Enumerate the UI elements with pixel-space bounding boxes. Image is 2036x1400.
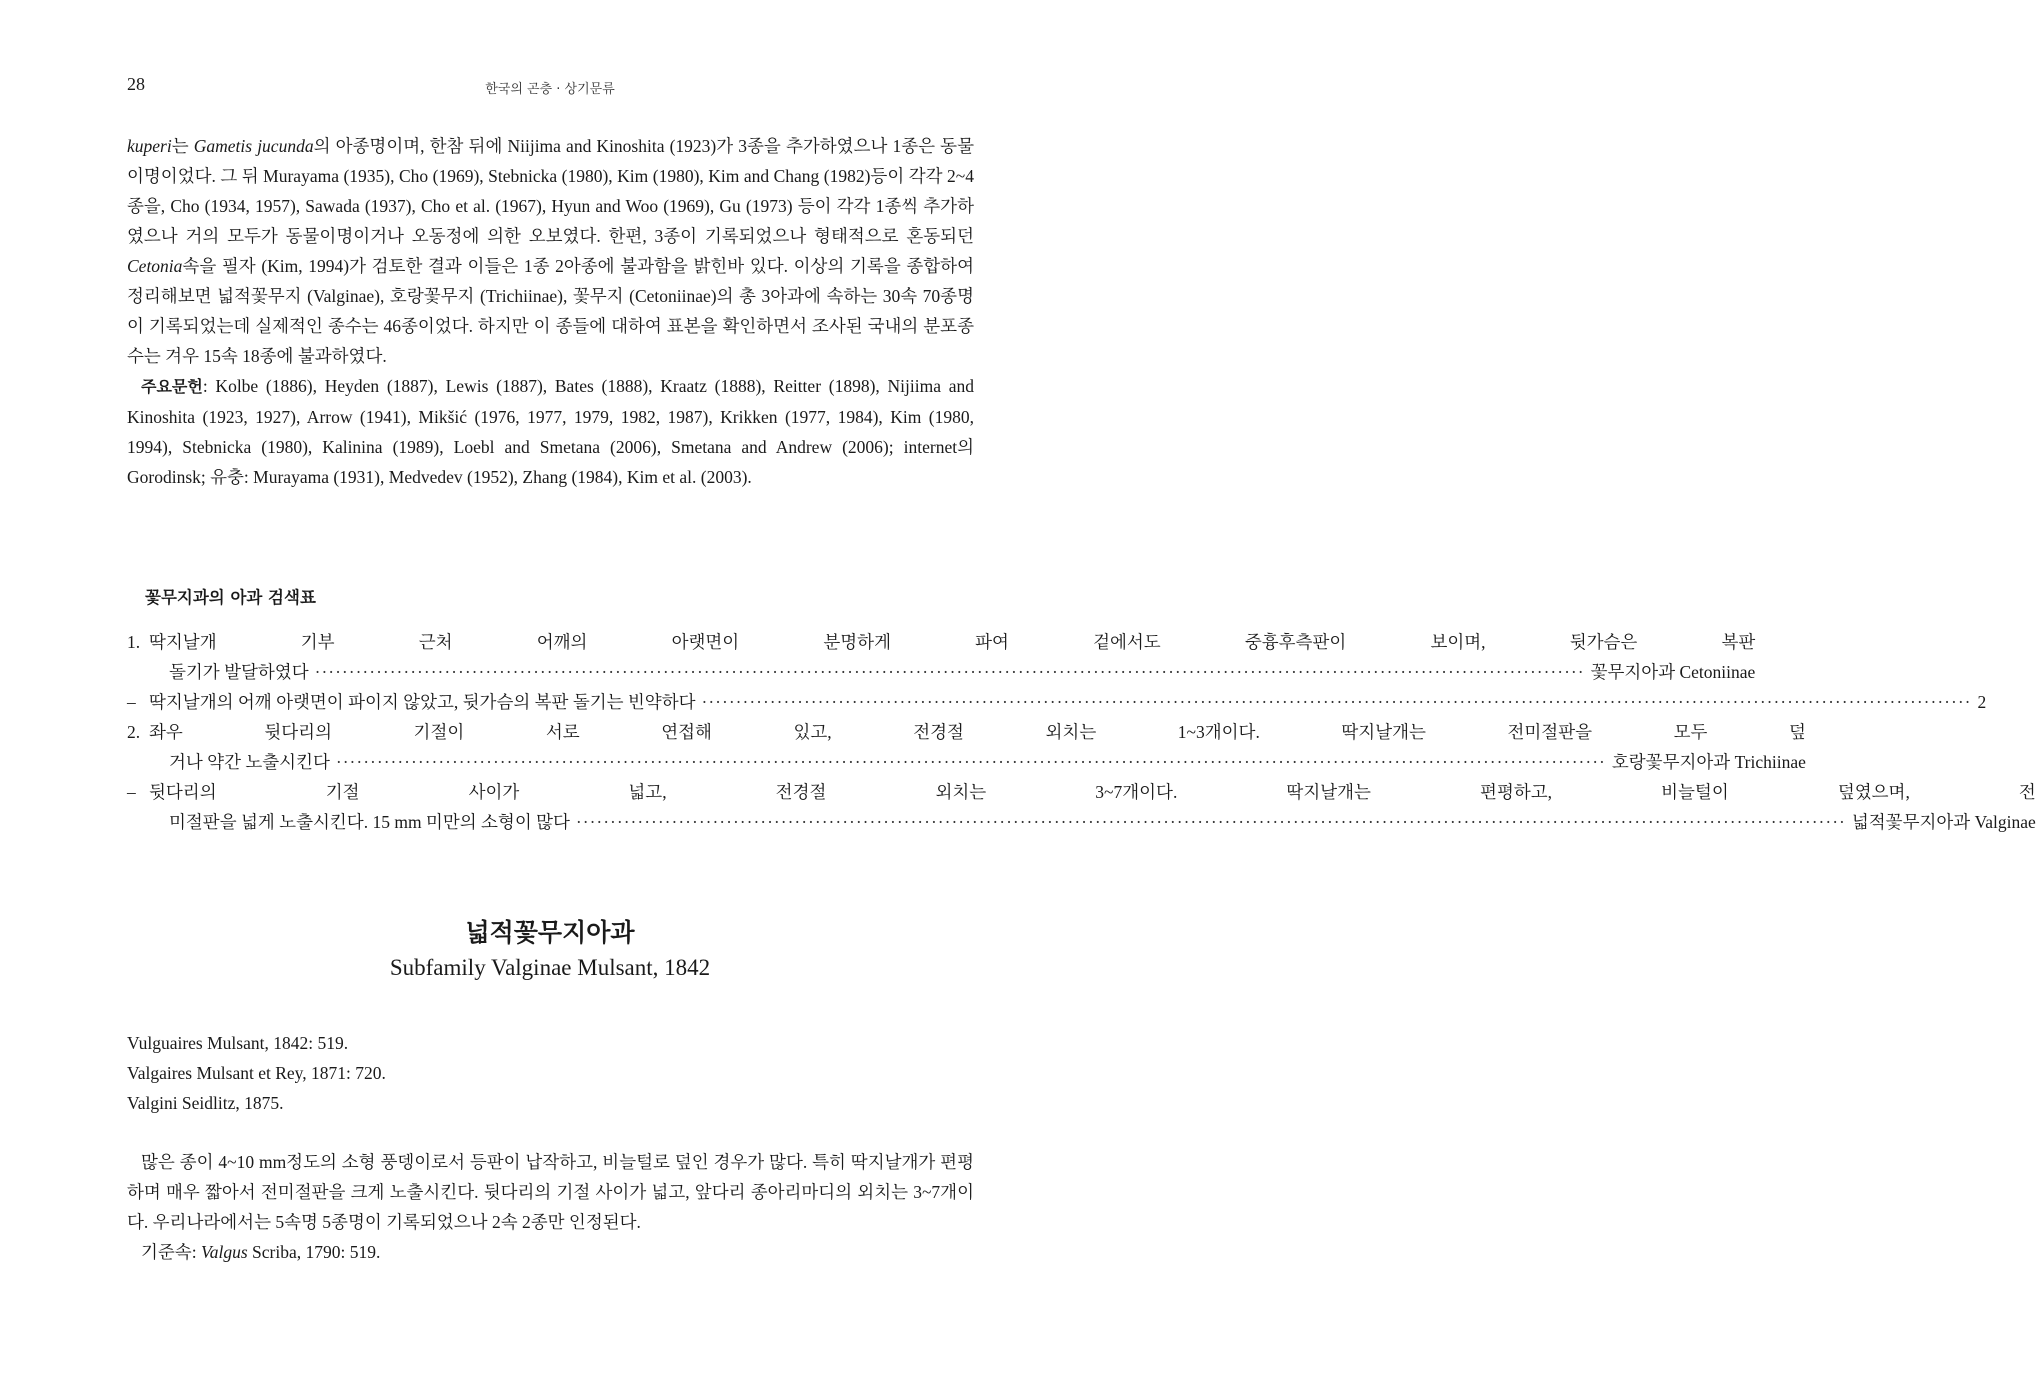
synonym-entry: Valgaires Mulsant et Rey, 1871: 720. xyxy=(127,1063,386,1083)
key-title: 꽃무지과의 아과 검색표 xyxy=(145,588,316,607)
references-list: : Kolbe (1886), Heyden (1887), Lewis (1887), Bates (1888), Kraatz (1888), Reitter (1898), Nijiima and Kinoshita (1923, 1927), Arrow (1941), Mikšić (1976, 1977, 1979, 1982, 1987), Krikken (1977, 1984), Kim (1980, 1994), Stebnicka (1980), Kalinina (1989), Loebl and Smetana (2006), Smetana and Andrew (2006); internet의 Gorodinsk; 유충: Murayama (1931), Medvedev (1952), Zhang (1984), Kim et al. (2003). xyxy=(127,376,974,487)
couplet-line: 미절판을 넓게 노출시킨다. 15 mm 미만의 소형이 많다 xyxy=(169,812,570,832)
genus-name: Cetonia xyxy=(127,256,183,276)
page-number: 28 xyxy=(127,74,145,94)
leader-dots xyxy=(576,807,1846,837)
couplet-line: 뒷다리의 기절 사이가 넓고, 전경절 외치는 3~7개이다. 딱지날개는 편평하고, 비늘털이 덮였으며, 전 xyxy=(149,782,2036,802)
couplet-result: 2 xyxy=(1977,692,1987,712)
key-couplet xyxy=(127,717,1806,777)
subfamily-title-latin: Subfamily Valginae Mulsant, 1842 xyxy=(389,955,711,980)
couplet-result: 꽃무지아과 Cetoniinae xyxy=(1590,662,1756,682)
type-genus-label: 기준속: xyxy=(141,1242,201,1262)
description-paragraph: 많은 종이 4~10 mm정도의 소형 풍뎅이로서 등판이 납작하고, 비늘털로 덮인 경우가 많다. 특히 딱지날개가 편평하며 매우 짧아서 전미절판을 크게 노출시킨다. 뒷다리의 기절 사이가 넓고, 앞다리 종아리마디의 외치는 3~7개이다. 우리나라에서는 5속명 5종명이 기록되었으나 2속 2종만 인정된다. xyxy=(127,1152,974,1232)
couplet-result: 호랑꽃무지아과 Trichiinae xyxy=(1611,752,1806,772)
leader-dots xyxy=(336,747,1606,777)
intro-text-c: 속을 필자 (Kim, 1994)가 검토한 결과 이들은 1종 2아종에 불과함을 밝힌바 있다. 이상의 기록을 종합하여 정리해보면 넓적꽃무지 (Valginae), 호랑꽃무지 (Trichiinae), 꽃무지 (Cetoniinae)의 총 3아과에 속하는 30속 70종명이 기록되었는데 실제적인 종수는 46종이었다. 하지만 이 종들에 대하여 표본을 확인하면서 조사된 국내의 분포종 수는 겨우 15속 18종에 불과하였다. xyxy=(127,256,974,366)
couplet-line: 좌우 뒷다리의 기절이 서로 연접해 있고, 전경절 외치는 1~3개이다. 딱지날개는 전미절판을 모두 덮 xyxy=(149,722,1806,742)
key-couplet xyxy=(127,627,1756,687)
subfamily-description xyxy=(127,1147,974,1267)
synonym-entry: Valgini Seidlitz, 1875. xyxy=(127,1093,284,1113)
couplet-line: 거나 약간 노출시킨다 xyxy=(169,752,330,772)
couplet-leadline xyxy=(149,747,1806,777)
intro-text xyxy=(127,131,974,492)
running-header: 한국의 곤충 · 상기문류 xyxy=(485,82,615,97)
couplet-leadline xyxy=(149,657,1755,687)
type-genus-line xyxy=(127,1237,974,1267)
couplet-number: 1. xyxy=(127,632,141,652)
key-couplet xyxy=(127,777,2036,837)
type-genus-name: Valgus xyxy=(200,1242,248,1262)
leader-dots xyxy=(315,657,1585,687)
couplet-line: 딱지날개의 어깨 아랫면이 파이지 않았고, 뒷가슴의 복판 돌기는 빈약하다 xyxy=(149,692,696,712)
couplet-line: 돌기가 발달하였다 xyxy=(169,662,309,682)
intro-paragraph xyxy=(127,131,974,371)
couplet-number: – xyxy=(127,692,136,712)
key-couplet xyxy=(127,687,1987,717)
identification-key xyxy=(127,627,2036,837)
references-paragraph xyxy=(127,371,974,492)
type-genus-citation: Scriba, 1790: 519. xyxy=(247,1242,381,1262)
couplet-leadline xyxy=(149,807,2036,837)
intro-text-b: 의 아종명이며, 한참 뒤에 Niijima and Kinoshita (1923)가 3종을 추가하였으나 1종은 동물이명이었다. 그 뒤 Murayama (1935), Cho (1969), Stebnicka (1980), Kim (1980), Kim and Chang (1982)등이 각각 2~4종을, Cho (1934, 1957), Sawada (1937), Cho et al. (1967), Hyun and Woo (1969), Gu (1973) 등이 각각 1종씩 추가하였으나 거의 모두가 동물이명이거나 오동정에 의한 오보였다. 한편, 3종이 기록되었으나 형태적으로 혼동되던 xyxy=(127,136,974,246)
leader-dots xyxy=(702,687,1972,717)
couplet-number: 2. xyxy=(127,722,141,742)
references-label: 주요문헌 xyxy=(141,377,203,396)
synonym-entry: Vulguaires Mulsant, 1842: 519. xyxy=(127,1033,349,1053)
couplet-leadline xyxy=(149,687,1986,717)
subfamily-title-korean: 넓적꽃무지아과 xyxy=(465,918,635,947)
species-name: Gametis jucunda xyxy=(193,136,314,156)
couplet-result: 넓적꽃무지아과 Valginae xyxy=(1851,812,2036,832)
synonym-list xyxy=(127,1028,386,1118)
intro-text-a: 는 xyxy=(171,136,194,156)
couplet-number: – xyxy=(127,782,136,802)
species-epithet: kuperi xyxy=(127,136,172,156)
couplet-line: 딱지날개 기부 근처 어깨의 아랫면이 분명하게 파여 겉에서도 중흉후측판이 보이며, 뒷가슴은 복판 xyxy=(149,632,1756,652)
